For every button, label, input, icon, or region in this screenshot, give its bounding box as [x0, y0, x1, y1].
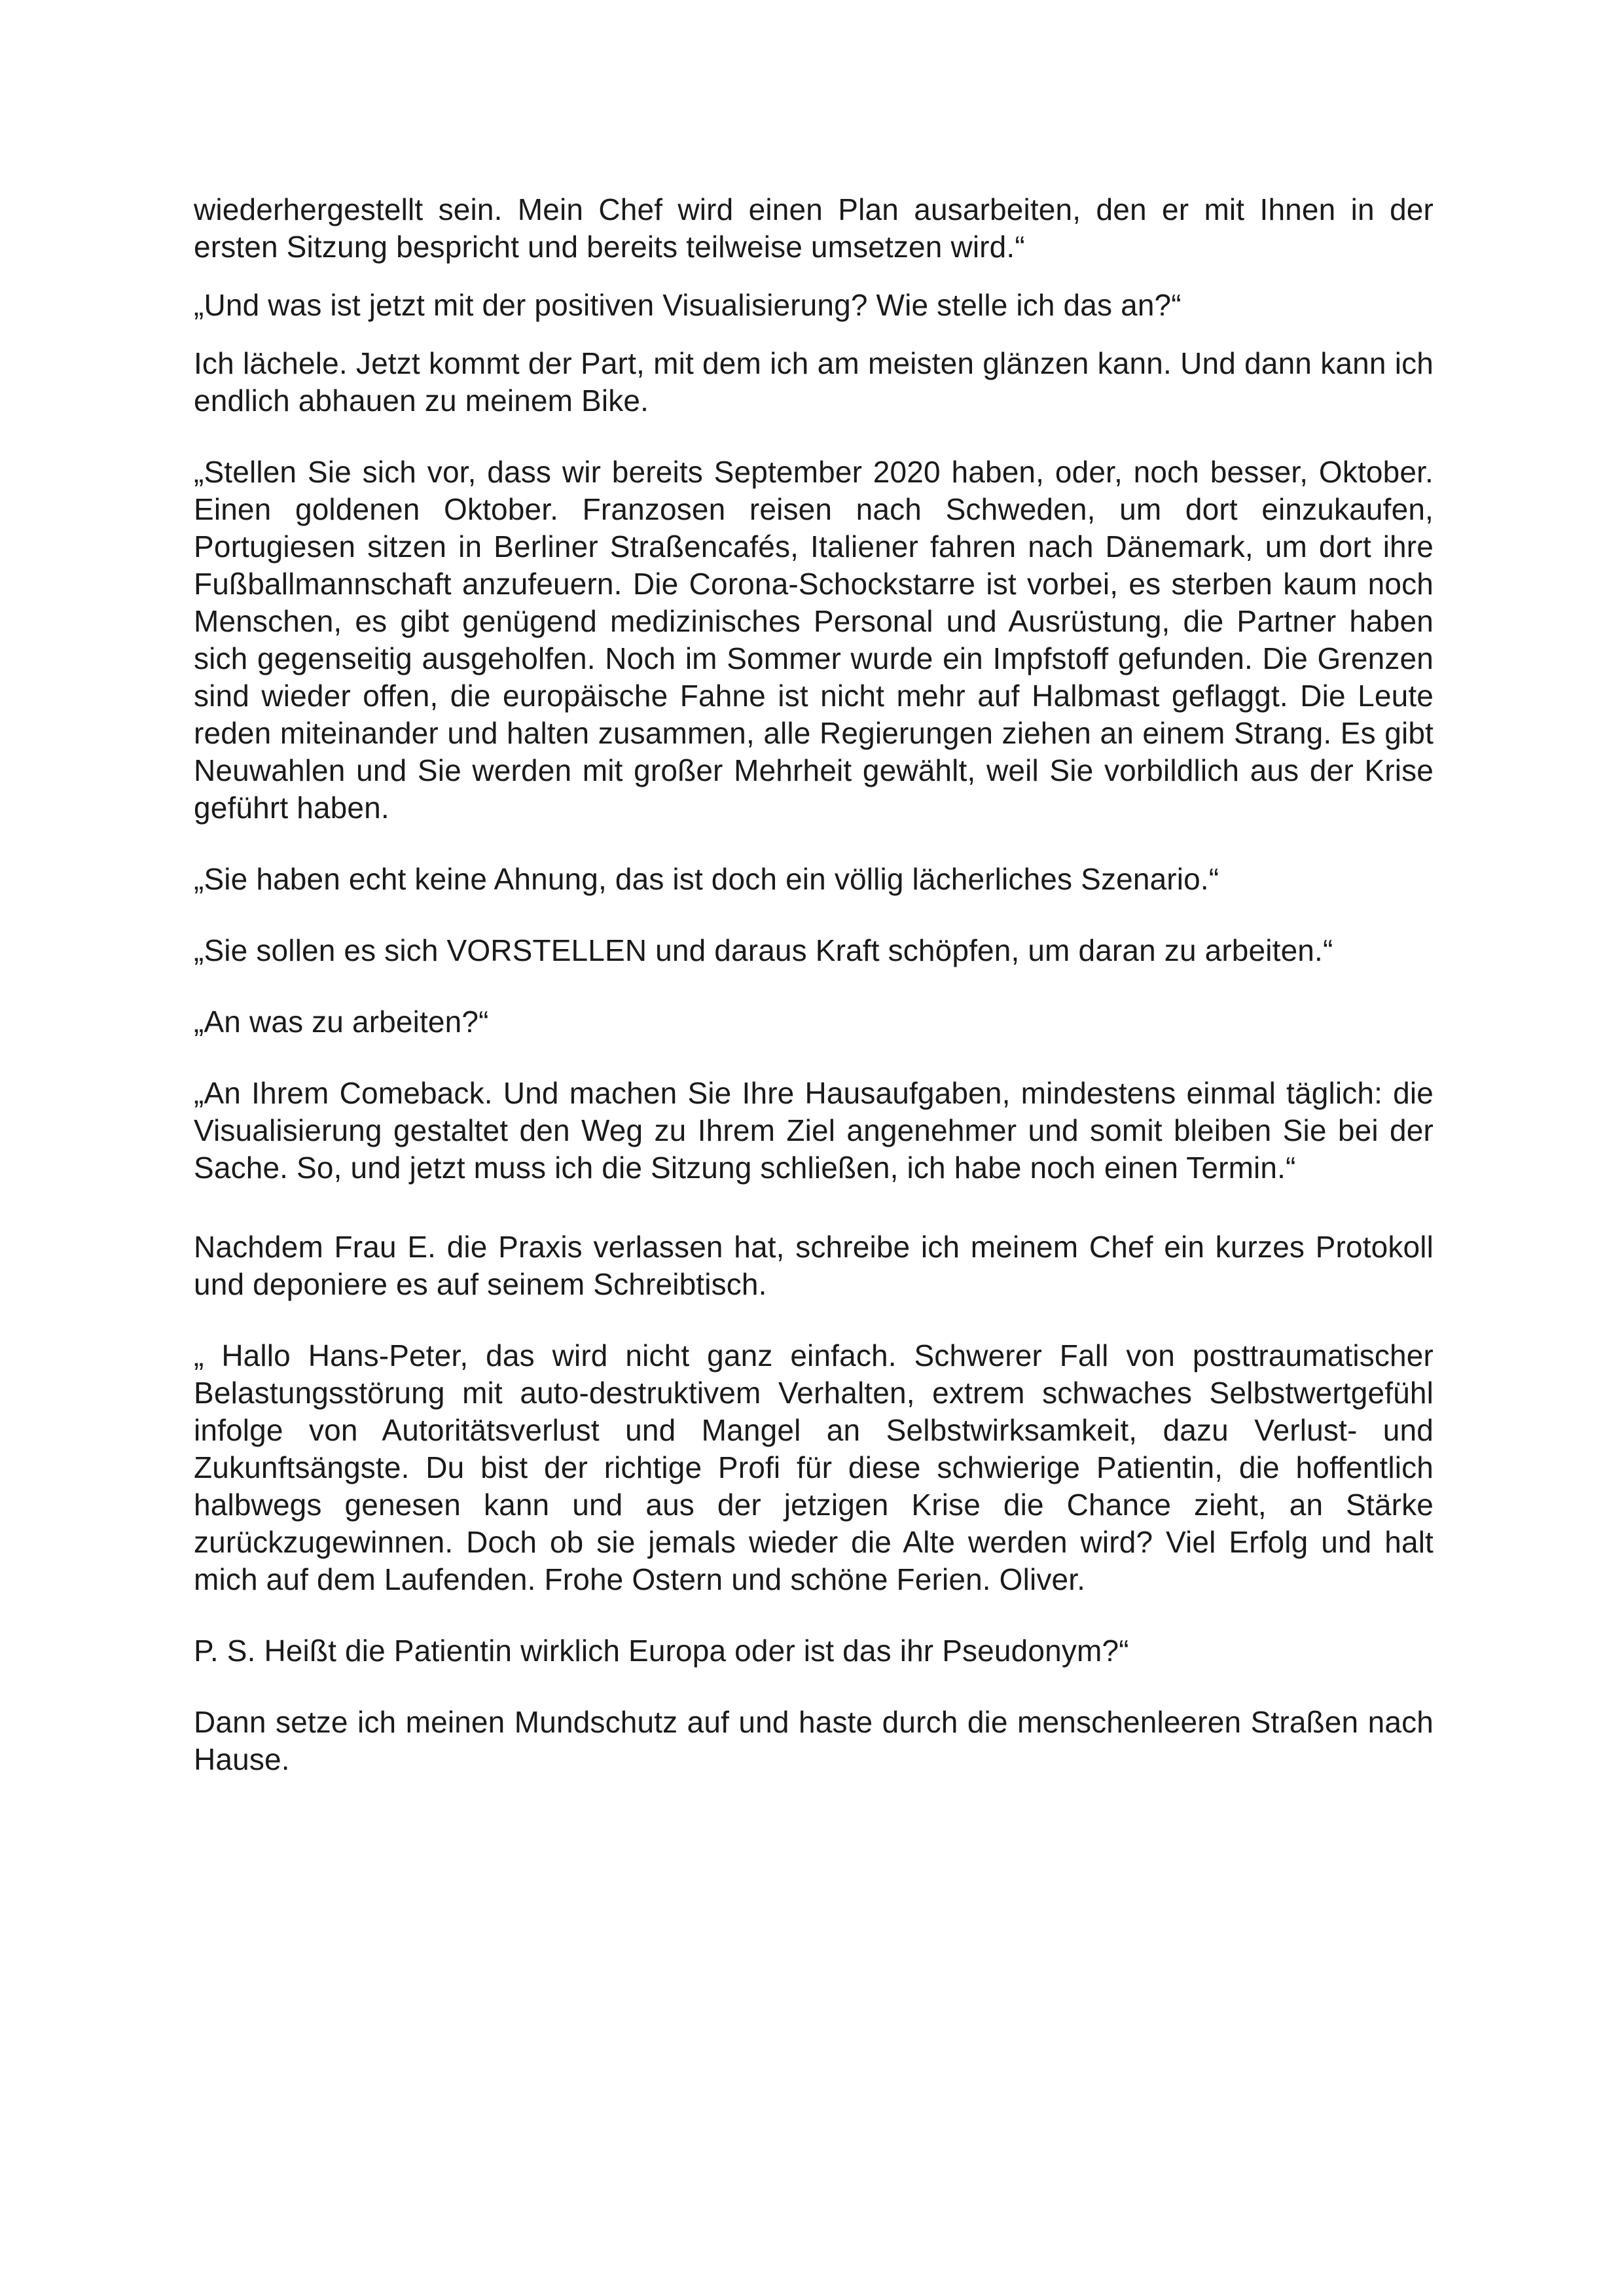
paragraph-ridiculous-scenario: „Sie haben echt keine Ahnung, das ist doch ein völlig lächerliches Szenario.“: [194, 862, 1219, 896]
document-body: [194, 191, 1434, 1778]
paragraph-plan-continuation: wiederhergestellt sein. Mein Chef wird einen Plan ausarbeiten, den er mit Ihnen in der ersten Sitzung bespricht und bereits teilweise umsetzen wird.“: [194, 192, 1434, 264]
paragraph-imagine: „Sie sollen es sich VORSTELLEN und daraus Kraft schöpfen, um daran zu arbeiten.“: [194, 933, 1333, 967]
paragraph-visualisation-question: „Und was ist jetzt mit der positiven Visualisierung? Wie stelle ich das an?“: [194, 288, 1182, 322]
paragraph-postscript: P. S. Heißt die Patientin wirklich Europa oder ist das ihr Pseudonym?“: [194, 1634, 1129, 1668]
paragraph-going-home: Dann setze ich meinen Mundschutz auf und haste durch die menschenleeren Straßen nach Hause.: [194, 1705, 1434, 1776]
paragraph-letter-to-chef: „ Hallo Hans-Peter, das wird nicht ganz einfach. Schwerer Fall von posttraumatischer Belastungsstörung mit auto-destruktivem Verhalten, extrem schwaches Selbstwertgefühl infolge von Autoritätsverlust und Mangel an Selbstwirksamkeit, dazu Verlust- und Zukunftsängste. Du bist der richtige Profi für diese schwierige Patientin, die hoffentlich halbwegs genesen kann und aus der jetzigen Krise die Chance zieht, an Stärke zurückzugewinnen. Doch ob sie jemals wieder die Alte werden wird? Viel Erfolg und halt mich auf dem Laufenden. Frohe Ostern und schöne Ferien. Oliver.: [194, 1338, 1434, 1596]
paragraph-protocol: Nachdem Frau E. die Praxis verlassen hat, schreibe ich meinem Chef ein kurzes Protokoll und deponiere es auf seinem Schreibtisch.: [194, 1230, 1434, 1301]
paragraph-smile: Ich lächele. Jetzt kommt der Part, mit dem ich am meisten glänzen kann. Und dann kann ich endlich abhauen zu meinem Bike.: [194, 346, 1434, 418]
paragraph-golden-october-scenario: „Stellen Sie sich vor, dass wir bereits September 2020 haben, oder, noch besser, Oktober. Einen goldenen Oktober. Franzosen reisen nach Schweden, um dort einzukaufen, Portugiesen sitzen in Berliner Straßencafés, Italiener fahren nach Dänemark, um dort ihre Fußballmannschaft anzufeuern. Die Corona-Schockstarre ist vorbei, es sterben kaum noch Menschen, es gibt genügend medizinisches Personal und Ausrüstung, die Partner haben sich gegenseitig ausgeholfen. Noch im Sommer wurde ein Impfstoff gefunden. Die Grenzen sind wieder offen, die europäische Fahne ist nicht mehr auf Halbmast geflaggt. Die Leute reden miteinander und halten zusammen, alle Regierungen ziehen an einem Strang. Es gibt Neuwahlen und Sie werden mit großer Mehrheit gewählt, weil Sie vorbildlich aus der Krise geführt haben.: [194, 455, 1434, 825]
paragraph-work-on-what: „An was zu arbeiten?“: [194, 1005, 489, 1039]
paragraph-comeback: „An Ihrem Comeback. Und machen Sie Ihre Hausaufgaben, mindestens einmal täglich: die Visualisierung gestaltet den Weg zu Ihrem Ziel angenehmer und somit bleiben Sie bei der Sache. So, und jetzt muss ich die Sitzung schließen, ich habe noch einen Termin.“: [194, 1076, 1434, 1185]
